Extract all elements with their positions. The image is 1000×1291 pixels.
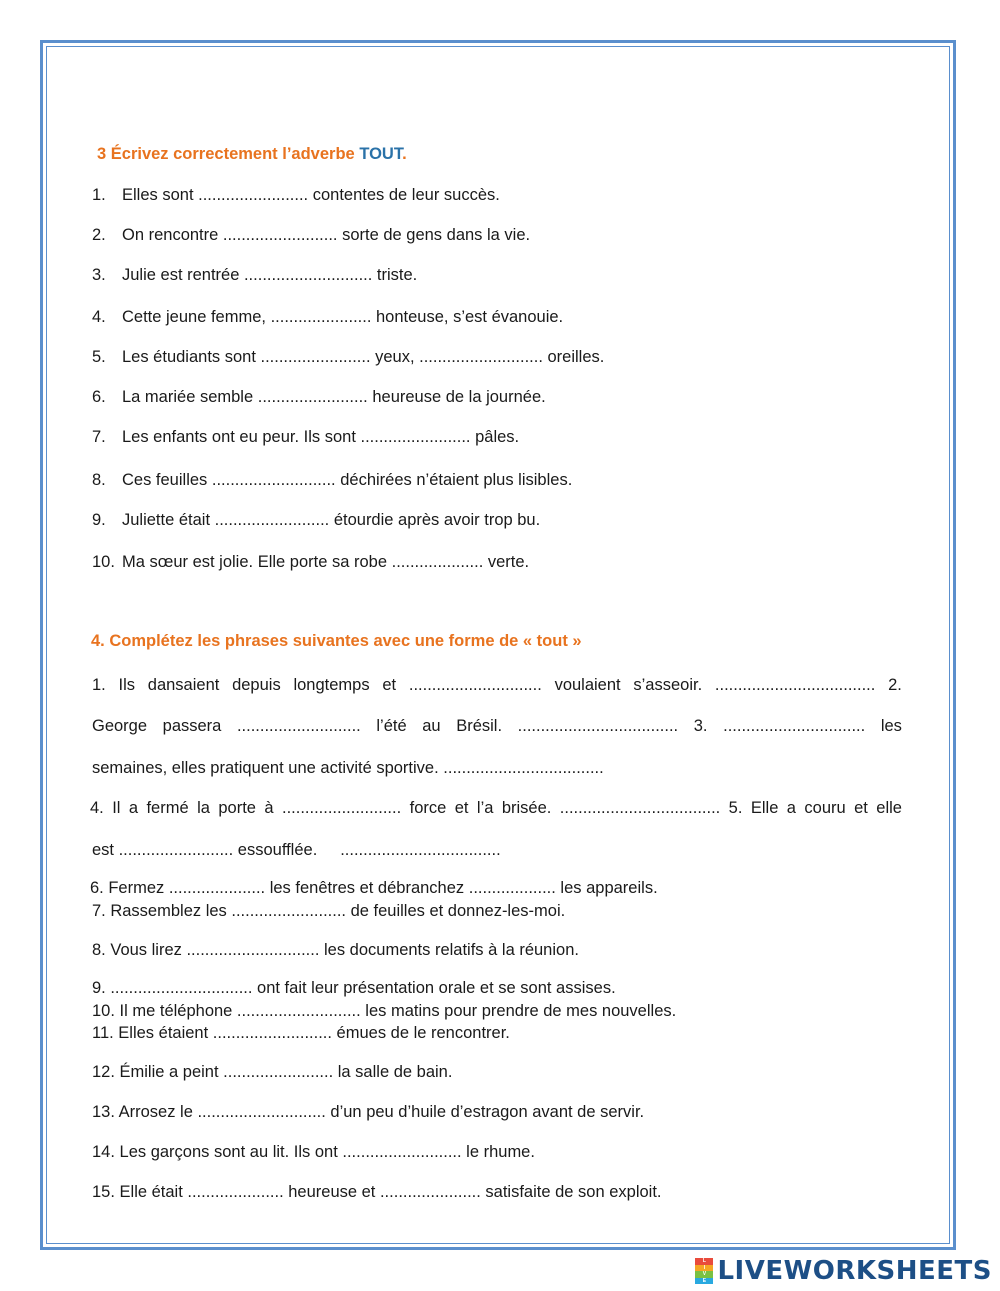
- exercise-item: [92, 552, 529, 572]
- item-number: 2.: [92, 226, 106, 244]
- word: ...................................: [517, 717, 679, 735]
- item-number: 5.: [92, 348, 106, 366]
- title-highlight: TOUT: [359, 145, 403, 163]
- exercise-item: [92, 470, 572, 490]
- badge-letter: L: [695, 1258, 713, 1265]
- word: les: [880, 717, 902, 735]
- exercise-item: [92, 510, 540, 530]
- word: ...............................: [723, 717, 866, 735]
- word: George: [92, 717, 148, 735]
- liveworksheets-logo: [695, 1256, 992, 1286]
- line-11: 11. Elles étaient .......................... émues de le rencontrer.: [92, 1024, 510, 1042]
- exercise-item: [92, 185, 500, 205]
- word: Elle: [750, 799, 779, 817]
- item-text: Les étudiants sont ........................ yeux, ........................... oreilles.: [122, 348, 605, 366]
- item-number: 1.: [92, 186, 106, 204]
- item-text: Les enfants ont eu peur. Ils sont ........................ pâles.: [122, 428, 520, 446]
- section-3-title: 3 Écrivez correctement l’adverbe TOUT.: [97, 145, 407, 163]
- line-12: 12. Émilie a peint ........................ la salle de bain.: [92, 1063, 453, 1081]
- word: passera: [162, 717, 222, 735]
- word: brisée.: [501, 799, 552, 817]
- word: et: [382, 676, 397, 694]
- line-13: 13. Arrosez le ............................ d’un peu d’huile d’estragon avant de servir.: [92, 1103, 645, 1121]
- item-text: Cette jeune femme, ...................... honteuse, s’est évanouie.: [122, 308, 564, 326]
- word: 3.: [693, 717, 708, 735]
- word: et: [854, 799, 868, 817]
- word: Brésil.: [456, 717, 503, 735]
- word: ..........................: [281, 799, 402, 817]
- word: 1.: [92, 676, 106, 694]
- item-text: On rencontre ......................... sorte de gens dans la vie.: [122, 226, 531, 244]
- item-number: 7.: [92, 428, 106, 446]
- word: a: [128, 799, 139, 817]
- line-7: 7. Rassemblez les ......................... de feuilles et donnez-les-moi.: [92, 902, 566, 920]
- word: force: [409, 799, 447, 817]
- badge-letter: I: [695, 1265, 713, 1272]
- word: .............................: [408, 676, 542, 694]
- item-number: 8.: [92, 471, 106, 489]
- line-9: 9. ............................... ont fait leur présentation orale et se sont assises.: [92, 979, 616, 997]
- para2-line2: est ......................... essoufflée. ...................................: [92, 841, 501, 859]
- item-number: 3.: [92, 266, 106, 284]
- word: ...................................: [714, 676, 876, 694]
- exercise-item: [92, 307, 563, 327]
- item-text: La mariée semble ........................ heureuse de la journée.: [122, 388, 546, 406]
- word: l’été: [376, 717, 407, 735]
- word: ...................................: [559, 799, 721, 817]
- item-text: Julie est rentrée ............................ triste.: [122, 266, 418, 284]
- item-number: 6.: [92, 388, 106, 406]
- word: à: [264, 799, 274, 817]
- word: depuis: [232, 676, 281, 694]
- word: porte: [218, 799, 256, 817]
- item-text: Ces feuilles ........................... déchirées n’étaient plus lisibles.: [122, 471, 573, 489]
- word: et: [454, 799, 469, 817]
- word: fermé: [146, 799, 189, 817]
- para2-line1: [90, 798, 902, 818]
- line-14: 14. Les garçons sont au lit. Ils ont .......................... le rhume.: [92, 1143, 535, 1161]
- item-text: Elles sont ........................ contentes de leur succès.: [122, 186, 500, 204]
- brand-name: LIVEWORKSHEETS: [717, 1256, 992, 1286]
- word: Il: [112, 799, 121, 817]
- exercise-item: [92, 427, 519, 447]
- word: ...........................: [236, 717, 361, 735]
- line-15: 15. Elle était ..................... heureuse et ...................... satisfaite de son exploit.: [92, 1183, 662, 1201]
- item-number: 9.: [92, 511, 106, 529]
- section-4-title: 4. Complétez les phrases suivantes avec une forme de « tout »: [91, 632, 582, 650]
- word: s’asseoir.: [633, 676, 703, 694]
- exercise-item: [92, 347, 604, 367]
- exercise-item: [92, 225, 530, 245]
- line-10: 10. Il me téléphone ........................... les matins pour prendre de mes nouvelles.: [92, 1002, 677, 1020]
- word: 5.: [728, 799, 743, 817]
- word: couru: [804, 799, 846, 817]
- item-text: Ma sœur est jolie. Elle porte sa robe .................... verte.: [122, 553, 530, 571]
- item-number: 10.: [92, 553, 115, 571]
- item-text: Juliette était ......................... étourdie après avoir trop bu.: [122, 511, 541, 529]
- word: 4.: [90, 799, 104, 817]
- para1-line3: semaines, elles pratiquent une activité sportive. ...................................: [92, 759, 604, 777]
- para1-line2: [92, 716, 902, 736]
- word: elle: [876, 799, 902, 817]
- live-badge-icon: [695, 1258, 713, 1284]
- item-number: 4.: [92, 308, 106, 326]
- word: voulaient: [554, 676, 621, 694]
- word: Ils: [118, 676, 136, 694]
- word: a: [786, 799, 796, 817]
- badge-letter: E: [695, 1278, 713, 1285]
- line-6: 6. Fermez ..................... les fenêtres et débranchez ................... les appareils.: [90, 879, 658, 897]
- word: 2.: [888, 676, 902, 694]
- badge-letter: V: [695, 1271, 713, 1278]
- word: l’a: [476, 799, 494, 817]
- line-8: 8. Vous lirez ............................. les documents relatifs à la réunion.: [92, 941, 579, 959]
- exercise-item: [92, 387, 546, 407]
- word: dansaient: [147, 676, 220, 694]
- exercise-item: [92, 265, 417, 285]
- para1-line1: [92, 675, 902, 695]
- word: longtemps: [293, 676, 370, 694]
- word: la: [197, 799, 210, 817]
- word: au: [422, 717, 441, 735]
